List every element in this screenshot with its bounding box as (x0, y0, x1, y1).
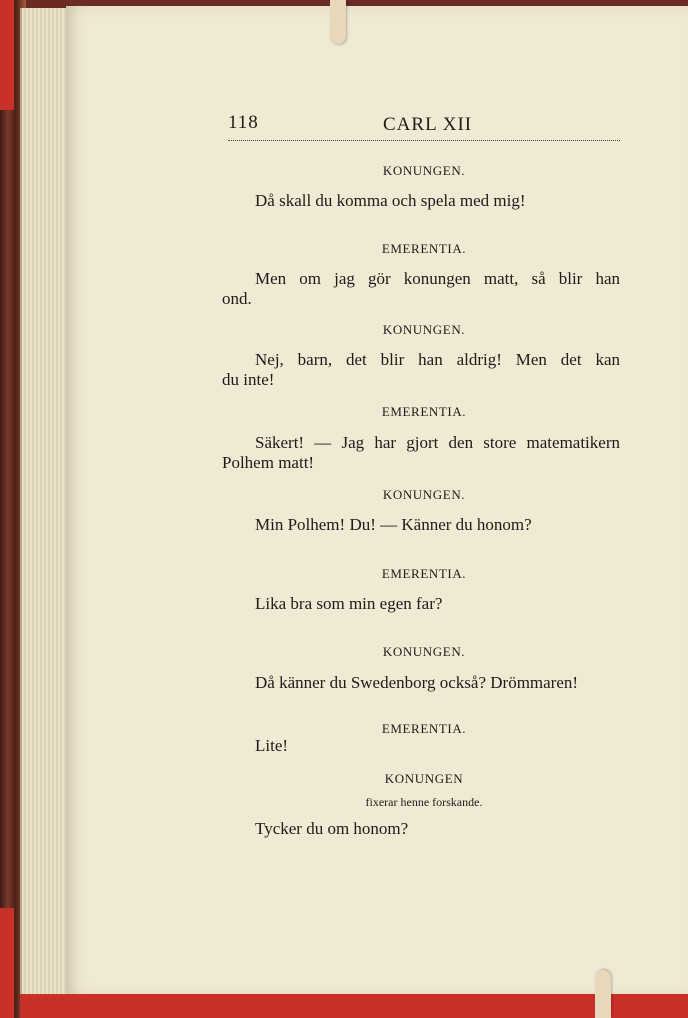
speech-line: Lika bra som min egen far? (255, 594, 443, 613)
speech-line: Men om jag gör konungen matt, så blir han (255, 269, 620, 288)
speech-line: du inte! (222, 370, 275, 389)
running-header (228, 110, 620, 138)
speech-line: ond. (222, 289, 252, 308)
speech-line: Lite! (255, 736, 289, 755)
stage-direction: fixerar henne forskande. (365, 795, 483, 809)
speaker-name: EMERENTIA. (381, 721, 467, 736)
bookmark-ribbon-bottom (595, 970, 611, 1018)
speaker-name: EMERENTIA. (381, 566, 467, 581)
speaker-name: KONUNGEN. (382, 487, 466, 502)
speech-line: Då känner du Swedenborg också? Drömmaren! (255, 673, 579, 692)
page-number: 118 (228, 112, 259, 133)
speech-line: Tycker du om honom? (255, 819, 409, 838)
cover-red-corner-bottom (0, 908, 14, 1018)
cover-bottom-strip (20, 994, 688, 1018)
speech-line: Säkert! — Jag har gjort den store matematikern (255, 433, 620, 452)
speech-line: Nej, barn, det blir han aldrig! Men det kan (255, 350, 620, 369)
header-rule (228, 140, 620, 141)
speaker-name: EMERENTIA. (381, 241, 467, 256)
speech-line: Polhem matt! (222, 453, 315, 472)
running-title: CARL XII (383, 114, 473, 135)
speaker-name: KONUNGEN. (382, 322, 466, 337)
speaker-name: KONUNGEN. (382, 644, 466, 659)
speech-line: Min Polhem! Du! — Känner du honom? (255, 515, 532, 534)
speaker-name: KONUNGEN. (382, 163, 466, 178)
bookmark-ribbon-top (330, 0, 346, 44)
speaker-name: KONUNGEN (384, 771, 464, 786)
cover-red-corner-top (0, 0, 14, 110)
speech-line: Då skall du komma och spela med mig! (255, 191, 526, 210)
speaker-name: EMERENTIA. (381, 404, 467, 419)
